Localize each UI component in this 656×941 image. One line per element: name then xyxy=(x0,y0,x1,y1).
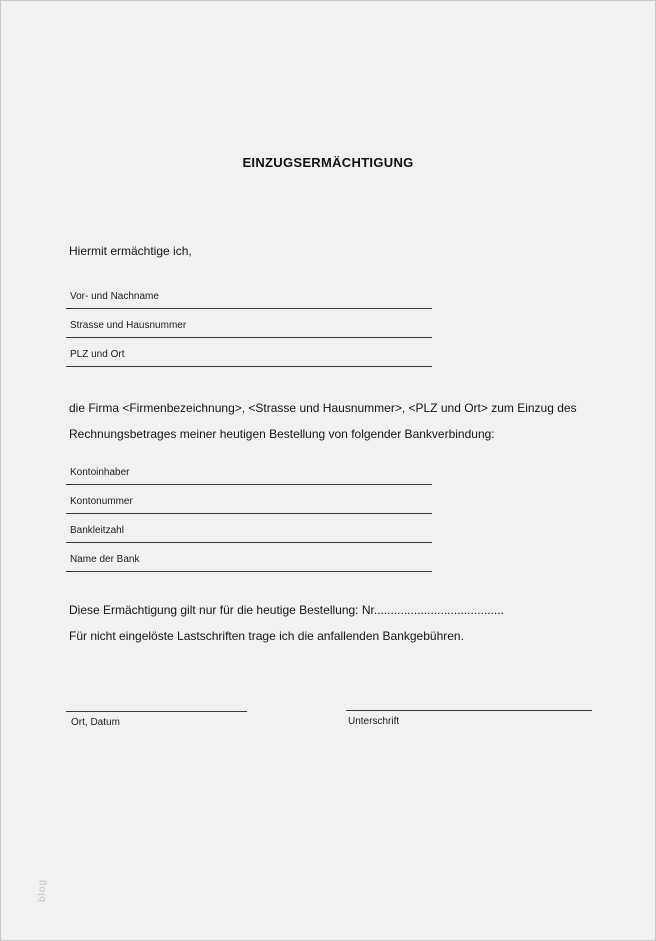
field-label-strasse-und-hausnummer: Strasse und Hausnummer xyxy=(70,320,187,331)
field-label-plz-und-ort: PLZ und Ort xyxy=(70,349,125,360)
intro-text: Hiermit ermächtige ich, xyxy=(69,244,192,258)
signature-label-unterschrift: Unterschrift xyxy=(348,716,400,727)
field-vor-und-nachname xyxy=(66,286,432,309)
signature-label-ort-datum: Ort, Datum xyxy=(71,717,120,728)
authorization-paragraph: die Firma <Firmenbezeichnung>, <Strasse und Hausnummer>, <PLZ und Ort> zum Einzug des Rechnungsbetrages meiner heutigen Bestellung von folgender Bankverbindung: xyxy=(69,401,577,441)
note-line-order-number: Diese Ermächtigung gilt nur für die heutige Bestellung: Nr....................................... xyxy=(69,603,504,617)
field-label-name-der-bank: Name der Bank xyxy=(70,554,140,565)
field-plz-und-ort xyxy=(66,344,432,367)
signature-unterschrift xyxy=(346,710,592,729)
field-bankleitzahl xyxy=(66,520,432,543)
field-label-kontoinhaber: Kontoinhaber xyxy=(70,467,130,478)
note-line-bank-fees: Für nicht eingelöste Lastschriften trage ich die anfallenden Bankgebühren. xyxy=(69,629,464,643)
signature-ort-datum xyxy=(66,711,247,730)
personal-fields-group xyxy=(66,286,432,373)
bank-fields-group xyxy=(66,462,432,578)
field-label-kontonummer: Kontonummer xyxy=(70,496,133,507)
field-name-der-bank xyxy=(66,549,432,572)
field-label-bankleitzahl: Bankleitzahl xyxy=(70,525,124,536)
watermark-text: blog xyxy=(37,879,48,902)
field-label-vor-und-nachname: Vor- und Nachname xyxy=(70,291,159,302)
field-kontoinhaber xyxy=(66,462,432,485)
notes-block xyxy=(69,597,603,649)
document-title: EINZUGSERMÄCHTIGUNG xyxy=(242,155,414,170)
field-kontonummer xyxy=(66,491,432,514)
field-strasse-und-hausnummer xyxy=(66,315,432,338)
